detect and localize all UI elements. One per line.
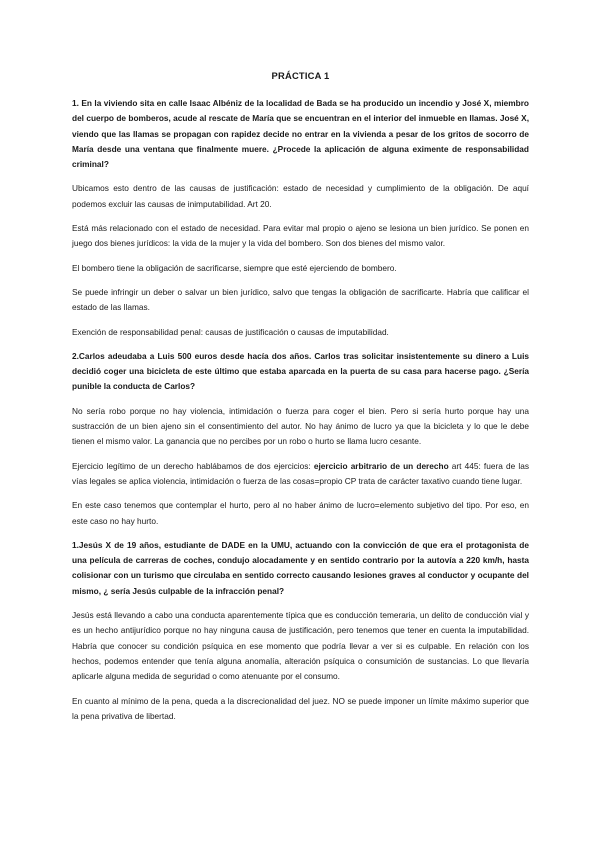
question-1: 1. En la viviendo sita en calle Isaac Albéniz de la localidad de Bada se ha producido un incendio y José X, miembro del cuerpo de bomberos, acude al rescate de María que se encuentran en el interior del inmueble en llamas. José X, viendo que las llamas se propagan con rapidez decide no entrar en la vivienda a pesar de los gritos de socorro de María desde una ventana que finalmente muere. ¿Procede la aplicación de alguna eximente de responsabilidad criminal? xyxy=(72,98,529,170)
question-2: 2.Carlos adeudaba a Luis 500 euros desde hacía dos años. Carlos tras solicitar insistentemente su dinero a Luis decidió coger una bicicleta de este último que estaba aparcada en la puerta de su casa para hacerse pago. ¿Sería punible la conducta de Carlos? xyxy=(72,350,529,392)
question-3: 1.Jesús X de 19 años, estudiante de DADE en la UMU, actuando con la convicción de que era el protagonista de una película de carreras de coches, condujo alocadamente y en sentido contrario por la autovía a 220 km/h, hasta colisionar con un turismo que circulaba en sentido correcto causando lesiones graves al conductor y ocupante del mismo, ¿ sería Jesús culpable de la infracción penal? xyxy=(72,539,529,596)
q2-answer-text: art 445: fuera de las vías legales se aplica violencia, intimidación o fuerza de las cosas=propio CP trata de carácter taxativo cuando tiene lugar. xyxy=(72,460,529,486)
q3-answer-paragraph: Jesús está llevando a cabo una conducta aparentemente típica que es conducción temeraria, un delito de conducción vial y es un hecho antijurídico porque no hay ninguna causa de justificación, pero tenemos que tener en cuenta la imputabilidad. Habría que conocer su condición psíquica en ese momento que podría llevar a ver si es culpable. En relación con los hechos, podemos entender que tenía alguna anomalía, alteración psíquica o consumición de sustancias. Lo que llevaría aplicarle alguna medida de seguridad o como atenuante por el consumo. xyxy=(72,610,529,682)
q2-answer-paragraph: No sería robo porque no hay violencia, intimidación o fuerza para coger el bien. Pero si sería hurto porque hay una sustracción de un bien ajeno sin el consentimiento del autor. No hay ánimo de lucro ya que la bicicleta y lo que le debe tienen el mismo valor. La ganancia que no percibes por un robo o hurto se llama lucro cesante. xyxy=(72,405,529,447)
q2-answer-text: Ejercicio legítimo de un derecho hablábamos de dos ejercicios: xyxy=(72,460,314,471)
q2-answer-paragraph: En este caso tenemos que contemplar el hurto, pero al no haber ánimo de lucro=elemento subjetivo del tipo. Por eso, en este caso no hay hurto. xyxy=(72,500,529,526)
q1-answer-paragraph: El bombero tiene la obligación de sacrificarse, siempre que esté ejerciendo de bombero. xyxy=(72,262,397,273)
q1-answer-paragraph: Se puede infringir un deber o salvar un bien jurídico, salvo que tengas la obligación de sacrificarte. Habría que calificar el estado de las llamas. xyxy=(72,286,529,313)
document-page xyxy=(72,70,529,733)
q1-answer-paragraph: Ubicamos esto dentro de las causas de justificación: estado de necesidad y cumplimiento de la obligación. De aquí podemos excluir las causas de inimputabilidad. Art 20. xyxy=(72,183,529,209)
q2-answer-paragraph xyxy=(72,459,529,490)
q2-answer-bold-term: ejercicio arbitrario de un derecho xyxy=(313,460,449,471)
page-title: PRÁCTICA 1 xyxy=(271,70,330,81)
q3-answer-paragraph: En cuanto al mínimo de la pena, queda a la discrecionalidad del juez. NO se puede imponer un límite máximo superior que la pena privativa de libertad. xyxy=(72,695,529,721)
q1-answer-paragraph: Está más relacionado con el estado de necesidad. Para evitar mal propio o ajeno se lesiona un bien jurídico. Se ponen en juego dos bienes jurídicos: la vida de la mujer y la vida del bombero. Son dos bienes del mismo valor. xyxy=(72,223,529,249)
q1-answer-paragraph: Exención de responsabilidad penal: causas de justificación o causas de imputabilidad. xyxy=(72,326,389,337)
